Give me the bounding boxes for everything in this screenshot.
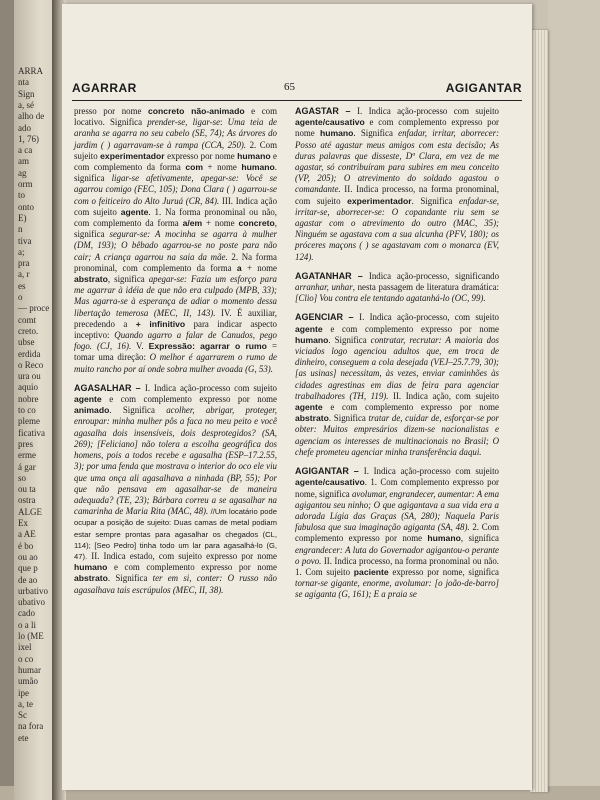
previous-page-text-fragment: a, sé	[18, 99, 34, 110]
previous-page-text-fragment: Sc	[18, 710, 27, 721]
previous-page-text-fragment: erdida	[18, 348, 41, 359]
dictionary-page	[62, 4, 532, 790]
table-surface-right	[548, 0, 600, 800]
previous-page-text-fragment: comt	[18, 314, 36, 325]
previous-page-text-fragment: o co	[18, 653, 34, 664]
page-stack-edges	[530, 30, 548, 792]
right-column	[295, 106, 499, 609]
previous-page-text-fragment: lo (ME	[18, 631, 44, 641]
previous-page-text-fragment: to co	[18, 405, 36, 415]
previous-page-text-fragment: ixel	[18, 642, 32, 653]
previous-page-text-fragment: aquio	[18, 382, 38, 393]
previous-page-text-fragment: a, te	[18, 698, 33, 709]
previous-page-text-fragment: ou ao	[18, 551, 38, 562]
previous-page-text-fragment: orm	[18, 179, 33, 189]
previous-page-text-fragment: pleme	[18, 416, 40, 427]
left-column	[74, 106, 277, 604]
previous-page-text-fragment: n	[18, 224, 23, 235]
previous-page-text-fragment: onto	[18, 201, 35, 212]
previous-page-text-fragment: — proce	[18, 303, 50, 314]
previous-page-text-fragment: ou ta	[18, 484, 36, 495]
previous-page-text-fragment: alho de	[18, 111, 45, 122]
previous-page-text-fragment: o	[18, 292, 23, 302]
previous-page-text-fragment: humar	[18, 664, 41, 675]
previous-page-text-fragment: ipe	[18, 687, 29, 698]
previous-page-text-fragment: ficativa	[18, 427, 45, 438]
previous-page-text-fragment: Sign	[18, 88, 35, 99]
previous-page-text-fragment: o a li	[18, 619, 36, 630]
previous-page-text-fragment: nta	[18, 77, 29, 88]
previous-page-text-fragment: a, r	[18, 269, 30, 280]
previous-page-text-fragment: ARRA	[18, 66, 44, 76]
previous-page-text-fragment: ubse	[18, 337, 35, 348]
previous-page-text-fragment: es	[18, 280, 26, 291]
previous-page-text-fragment: a AE	[18, 529, 36, 540]
previous-page-text-fragment: o Reco	[18, 359, 44, 370]
previous-page-text-fragment: pres	[18, 438, 33, 449]
previous-page-text-fragment: ALGE	[18, 506, 42, 517]
previous-page-text-fragment: ete	[18, 732, 29, 743]
entry-agigantar: AGIGANTAR – I. Indica ação-processo com sujeito agente/causativo. 1. Com complemento expresso por nome, significa avolumar, engrandecer, aumentar: A ema agigantou seu ninho; O que agigantava a sua vida era a adorada Lígia das Graças (SA, 280); Naquela Paris fabulosa que sua imaginação agiganta (SA, 48). 2. Com complemento expresso por nome humano, significa engrandecer: A luta do Governador agigantou-o perante o povo. II. Indica processo, na forma pronominal ou não. 1. Com sujeito paciente expresso por nome, significa tornar-se gigante, enorme, avolumar: [o joão-de-barro] se agiganta (G, 161); E a praia se	[295, 466, 500, 600]
previous-page-text-fragment: á gar	[18, 461, 36, 472]
page-number: 65	[284, 81, 295, 93]
previous-page-text-fragment: umão	[18, 676, 38, 687]
previous-page-text-fragment: to	[18, 190, 26, 201]
previous-page-text-fragment: E)	[18, 212, 27, 223]
previous-page-text-fragment: que p	[18, 563, 38, 574]
previous-page-text-fragment: ubativo	[18, 597, 45, 608]
entry-agastar: AGASTAR – I. Indica ação-processo com sujeito agente/causativo e com complemento expresso por nome humano. Significa enfadar, irritar, aborrecer: Posso até agastar meus amigos com esta decisão; As duras palavras que disseste, Dª Clara, em vez de me agastar, só contribuíram para subires em meu conceito (VP, 205); O atrevimento do soldado agastou o comandante. II. Indica processo, na forma pronominal, com sujeito experimentador. Significa enfadar-se, irritar-se, aborrecer-se: O copandante riu sem se agastar com o atrevimento do outro (MAC, 35); Ninguém se agastava com a sua alcunha (PFV, 180); os próceres maçons ( ) se agastavam com o monarca (EV, 124).	[295, 106, 500, 262]
previous-page-text-fragment: é bo	[18, 540, 34, 551]
previous-page-text-fragment: erme	[18, 450, 36, 461]
previous-page-text-fragment: so	[18, 472, 27, 483]
previous-page-text-fragment: a;	[18, 246, 25, 257]
previous-page-text-fragment: na fora	[18, 721, 44, 732]
previous-page-text-fragment: pra	[18, 258, 30, 269]
previous-page-text-fragment: creto.	[18, 325, 39, 336]
running-header	[72, 78, 522, 101]
previous-page-text-fragment: ostra	[18, 495, 36, 506]
previous-page-text-fragment: cado	[18, 608, 35, 619]
previous-page-text-fragment: 1, 76)	[18, 133, 39, 144]
header-first-word: AGARRAR	[72, 81, 137, 95]
previous-page-text-fragment: urbativo	[18, 585, 48, 596]
previous-page-text-fragment: a ca	[18, 145, 33, 156]
entry-agarrar-continued: presso por nome concreto não-animado e com locativo. Significa prender-se, ligar-se: Uma teia de aranha se agarra no seu cabelo (SE, 74); As árvores do jardim ( ) agarravam-se à rampa (CCA, 250). 2. Com sujeito experimentador expresso por nome humano e com complemento da forma com + nome humano. significa ligar-se afetivamente, apegar-se: Você se agarrou comigo (FEC, 105); Dona Clara ( ) agarrou-se com o feiticeiro do Alto Juruá (CR, 84). III. Indica ação com sujeito agente. 1. Na forma pronominal ou não, com complemento da forma a/em + nome concreto, significa segurar-se: A mocinha se agarra à mulher (DM, 193); O bêbado agarrou-se no poste para não cair; A criança agarrou na saia da mãe. 2. Na forma pronominal, com complemento da forma a + nome abstrato, significa apegar-se: Fazia um esforço para me agarrar à idéia de que não era culpado (MPB, 33); Mas agarra-se à esperança de adiar o momento dessa libertação temerosa (MEC, II, 143). IV. É auxiliar, precedendo a + infinitivo para indicar aspecto inceptivo: Quando agarro a falar de Canudos, pego fogo. (CJ, 16). V. Expressão: agarrar o rumo = tomar uma direção: O melhor é agarrarem o rumo de muito rancho por aí onde sobra mulher avoada (G, 53).	[74, 106, 278, 374]
previous-page-text-fragment: nobre	[18, 393, 39, 404]
previous-page-text-fragment: Ex	[18, 518, 28, 528]
previous-page-text-fragment: ag	[18, 167, 27, 178]
previous-page-text-fragment: am	[18, 156, 29, 167]
previous-page-text-fragment: ado	[18, 122, 31, 133]
entry-agasalhar: AGASALHAR – I. Indica ação-processo com sujeito agente e com complemento expresso por nome animado. Significa acolher, abrigar, proteger, enroupar: minha mulher pôs a faca no meu peito e você agasalha dois insensíveis, dois desprotegidos? (SA, 269); [Feliciano] não tolera a escolha geográfica dos homens, pois a todos recebe e agasalha (ESP–17.2.55, 3); por uma fenda que mostrava o interior do oco ele viu que uma onça ali agasalhava a ninhada (BP, 55); Por que não pensava em agasalhar-se de maneira adequada? (TE, 23); Bárbara correu a se agasalhar na camarinha de Maria Rita (MAC, 48). //Um locatário pode ocupar a posição de sujeito: Duas camas de metal podiam estar sempre prontas para agasalhar os chegados (CL, 114); [Seo Pedro] tinha todo um lar para agasalhá-lo (G, 47). II. Indica estado, com sujeito expresso por nome humano e com complemento expresso por nome abstrato. Significa ter em si, conter: O russo não agasalhava tais escrúpulos (MEC, II, 38).	[74, 382, 277, 595]
header-last-word: AGIGANTAR	[445, 81, 522, 95]
previous-page-text-fragment: de ao	[18, 574, 38, 585]
previous-page-text-fragment: tiva	[18, 235, 32, 246]
entry-agatanhar: AGATANHAR – Indica ação-processo, significando arranhar, unhar, nesta passagem de literatura dramática: [Clio] Vou contra ele tentando agatanhá-lo (OC, 99).	[295, 270, 500, 304]
entry-agenciar: AGENCIAR – I. Indica ação-processo, com sujeito agente e com complemento expresso por nome humano. Significa contratar, recrutar: A maioria dos viciados logo agenciou adultos que, em troca de dinheiro, conseguem a cola desejada (VEJ–25.7.79, 30); [as usinas] necessitam, às vezes, enviar caminhões às cidades agrestinas em dias de feira para agenciar trabalhadores (TH, 119). II. Indica ação, com sujeito agente e com complemento expresso por nome abstrato. Significa tratar de, cuidar de, esforçar-se por obter: Muitos empresários dizem-se nacionalistas e agenciam os interesses de multinacionais no Brasil; O chefe prometeu agenciar minha transferência daqui.	[295, 312, 500, 457]
previous-page-text-fragment: ura ou	[18, 371, 41, 382]
